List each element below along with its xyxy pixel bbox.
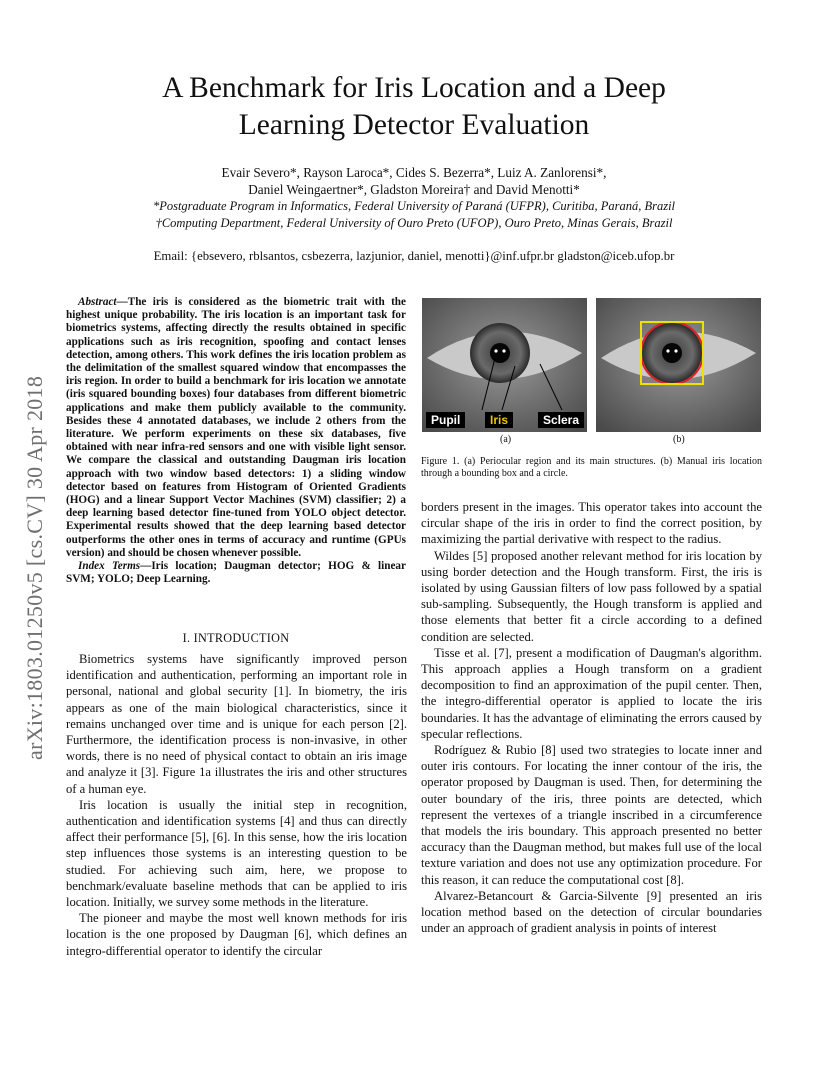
- section-heading-introduction: I. INTRODUCTION: [182, 631, 290, 645]
- author-block: [60, 164, 768, 232]
- arxiv-identifier: arXiv:1803.01250v5 [cs.CV] 30 Apr 2018: [22, 375, 47, 760]
- paragraph: Wildes [5] proposed another relevant method for iris location by using border detection and the Hough transform. First, the iris is isolated by using Gaussian filters of low pass followed by a spatial sub-sampling. Subsequently, the Hough transform is applied and those elements that better fit a circle according to a defined condition are selected.: [421, 548, 762, 644]
- author-line-1: Evair Severo*, Rayson Laroca*, Cides S. Bezerra*, Luiz A. Zanlorensi*,: [221, 165, 607, 180]
- subfigure-label-a: (a): [500, 434, 512, 445]
- title-line-2: Learning Detector Evaluation: [238, 109, 590, 141]
- paragraph: Alvarez-Betancourt & Garcia-Silvente [9] presented an iris location method based on the detection of circular boundaries under an approach of gradient analysis in points of interest: [421, 888, 762, 936]
- paper-title: [60, 70, 768, 144]
- figure-1: [422, 298, 762, 448]
- email-line: Email: {ebsevero, rblsantos, csbezerra, lazjunior, daniel, menotti}@inf.ufpr.br gladston@iceb.ufop.br: [153, 249, 675, 263]
- paragraph: Tisse et al. [7], present a modification of Daugman's algorithm. This approach applies a Hough transform on a gradient decomposition to find an approximation of the pupil center. Then, the integro-differential operator is applied to locate the iris boundaries. It has the advantage of eliminating the errors caused by specular reflections.: [421, 645, 762, 741]
- index-terms-lead: Index Terms: [78, 560, 141, 573]
- index-terms-text: —Iris location; Daugman detector; HOG & linear SVM; YOLO; Deep Learning.: [66, 560, 406, 586]
- column-left-body: [66, 651, 407, 959]
- column-right-body: [421, 499, 762, 936]
- paragraph: Biometrics systems have significantly improved person identification and authentication, performing an important role in personal, national and global security [1]. In biometry, the iris appears as one of the main biological characteristics, since it remains unchanged over time and is unique for each person [2]. Furthermore, the identification process is non-invasive, in other words, there is no need of physical contact to obtain an iris image and analyze it [3]. Figure 1a illustrates the iris and other structures of a human eye.: [66, 652, 407, 796]
- affiliation-1: *Postgraduate Program in Informatics, Federal University of Paraná (UFPR), Curitiba, Paraná, Brazil: [152, 199, 676, 213]
- abstract-lead: Abstract: [78, 296, 117, 308]
- abstract: [66, 296, 406, 586]
- paragraph: Rodríguez & Rubio [8] used two strategies to locate inner and outer iris contours. For locating the inner contour of the iris, the operator proposed by Daugman is used. Then, for determining the outer boundary of the iris, three points are detected, which represent the vertexes of a triangle inscribed in a circumference that models the iris boundary. This approach presented no better accuracy than the Daugman method, but makes full use of the local texture variation and does not use any optimization procedure. For this reason, it can reduce the computational cost [8].: [421, 743, 762, 887]
- label-sclera: Sclera: [538, 412, 584, 428]
- figure-caption-text: Figure 1. (a) Periocular region and its main structures. (b) Manual iris location through a bounding box and a circle.: [421, 456, 762, 480]
- eye-image-b: [596, 298, 761, 432]
- eye-photo-b: [596, 298, 761, 432]
- eye-image-a: [422, 298, 587, 432]
- paragraph: The pioneer and maybe the most well known methods for iris location is the one proposed by Daugman [6], which defines an integro-differential operator to identify the circular: [66, 911, 407, 958]
- author-line-2: Daniel Weingaertner*, Gladston Moreira† and David Menotti*: [248, 182, 580, 197]
- affiliation-2: †Computing Department, Federal University of Ouro Preto (UFOP), Ouro Preto, Minas Gerais, Brazil: [155, 216, 673, 230]
- paragraph: Iris location is usually the initial step in recognition, authentication and identification systems [4] and thus can directly affect their performance [5], [6]. In this sense, how the iris location step influences those systems is an interesting question to be studied. For achieving such aim, here, we propose to benchmark/evaluate baseline methods that can be applied to iris location. Initially, we survey some methods in the literature.: [66, 797, 407, 910]
- label-pupil: Pupil: [426, 412, 465, 428]
- title-line-1: A Benchmark for Iris Location and a Deep: [162, 72, 666, 104]
- paragraph: borders present in the images. This operator takes into account the circular shape of the iris in order to find the correct position, by maximizing the partial derivative with respect to the radius.: [421, 500, 762, 547]
- subfigure-label-b: (b): [673, 434, 685, 445]
- label-iris: Iris: [485, 412, 513, 428]
- figure-caption: [421, 456, 762, 480]
- abstract-text: —The iris is considered as the biometric trait with the highest unique probability. The iris location is an important task for biometrics systems, affecting directly the results obtained in specific applications such as iris recognition, spoofing and contact lenses detection, among others. This work defines the iris location problem as the delimitation of the smallest squared window that encompasses the iris region. In order to build a benchmark for iris location we annotate (iris squared bounding boxes) four databases from different biometric applications and make them publicly available to the community. Besides these 4 annotated databases, we include 2 others from the literature. We perform experiments on these six databases, five obtained with near infra-red sensors and one with visible light sensor. We compare the classical and outstanding Daugman iris location approach with two window based detectors: 1) a sliding window detector based on features from Histogram of Oriented Gradients (HOG) and a linear Support Vector Machines (SVM) classifier; 2) a deep learning based detector fine-tuned from YOLO object detector. Experimental results showed that the deep learning based detector outperforms the other ones in terms of accuracy and runtime (GPUs version) and should be chosen whenever possible.: [66, 296, 406, 559]
